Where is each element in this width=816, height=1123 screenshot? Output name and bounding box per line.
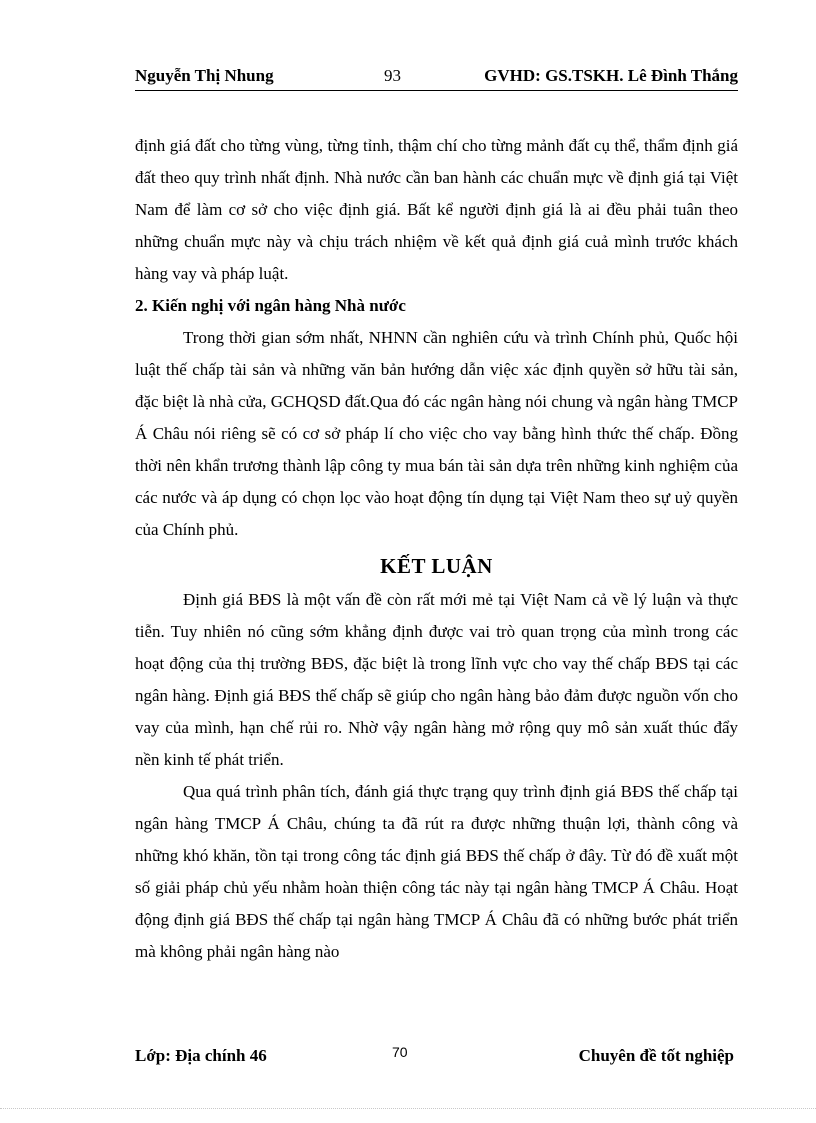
paragraph-continuation: định giá đất cho từng vùng, từng tỉnh, thậm chí cho từng mảnh đất cụ thể, thẩm định giá đất theo quy trình nhất định. Nhà nước cần ban hành các chuẩn mực về định giá tại Việt Nam để làm cơ sở cho việc định giá. Bất kể người định giá là ai đều phải tuân theo những chuẩn mực này và chịu trách nhiệm về kết quả định giá cuả mình trước khách hàng vay và pháp luật. bbox=[135, 136, 738, 283]
header-page-number: 93 bbox=[384, 66, 401, 85]
page-header bbox=[135, 64, 738, 91]
paragraph-recommendation: Trong thời gian sớm nhất, NHNN cần nghiên cứu và trình Chính phủ, Quốc hội luật thế chấp tài sản và những văn bản hướng dẫn việc xác định quyền sở hữu tài sản, đặc biệt là nhà cửa, GCHQSD đất.Qua đó các ngân hàng nói chung và ngân hàng TMCP Á Châu nói riêng sẽ có cơ sở pháp lí cho việc cho vay bằng hình thức thế chấp. Đồng thời nên khẩn trương thành lập công ty mua bán tài sản dựa trên những kinh nghiệm của các nước và áp dụng có chọn lọc vào hoạt động tín dụng tại Việt Nam theo sự uỷ quyền của Chính phủ. bbox=[135, 328, 738, 539]
conclusion-title: KẾT LUẬN bbox=[380, 554, 493, 578]
document-body bbox=[135, 130, 738, 968]
footer-doc-type: Chuyên đề tốt nghiệp bbox=[578, 1046, 734, 1065]
footer-class: Lớp: Địa chính 46 bbox=[135, 1046, 267, 1065]
paragraph-conclusion-1: Định giá BĐS là một vấn đề còn rất mới mẻ tại Việt Nam cả về lý luận và thực tiễn. Tuy nhiên nó cũng sớm khẳng định được vai trò quan trọng của mình trong các hoạt động của thị trường BĐS, đặc biệt là trong lĩnh vực cho vay thế chấp BĐS tại các ngân hàng. Định giá BĐS thế chấp sẽ giúp cho ngân hàng bảo đảm được nguồn vốn cho vay của mình, hạn chế rủi ro. Nhờ vậy ngân hàng mở rộng quy mô sản xuất thúc đẩy nền kinh tế phát triển. bbox=[135, 590, 738, 769]
section-heading: 2. Kiến nghị với ngân hàng Nhà nước bbox=[135, 296, 406, 315]
paragraph-conclusion-2: Qua quá trình phân tích, đánh giá thực trạng quy trình định giá BĐS thế chấp tại ngân hàng TMCP Á Châu, chúng ta đã rút ra được những thuận lợi, thành công và những khó khăn, tồn tại trong công tác định giá BĐS thế chấp ở đây. Từ đó đề xuất một số giải pháp chủ yếu nhằm hoàn thiện công tác này tại ngân hàng TMCP Á Châu. Hoạt động định giá BĐS thế chấp tại ngân hàng TMCP Á Châu đã có những bước phát triển mà không phải ngân hàng nào bbox=[135, 782, 738, 961]
page-footer bbox=[135, 1046, 738, 1070]
header-author: Nguyễn Thị Nhung bbox=[135, 66, 274, 85]
page-bottom-divider bbox=[0, 1108, 816, 1109]
header-advisor: GVHD: GS.TSKH. Lê Đình Thắng bbox=[484, 66, 738, 85]
footer-page-number: 70 bbox=[392, 1044, 408, 1060]
